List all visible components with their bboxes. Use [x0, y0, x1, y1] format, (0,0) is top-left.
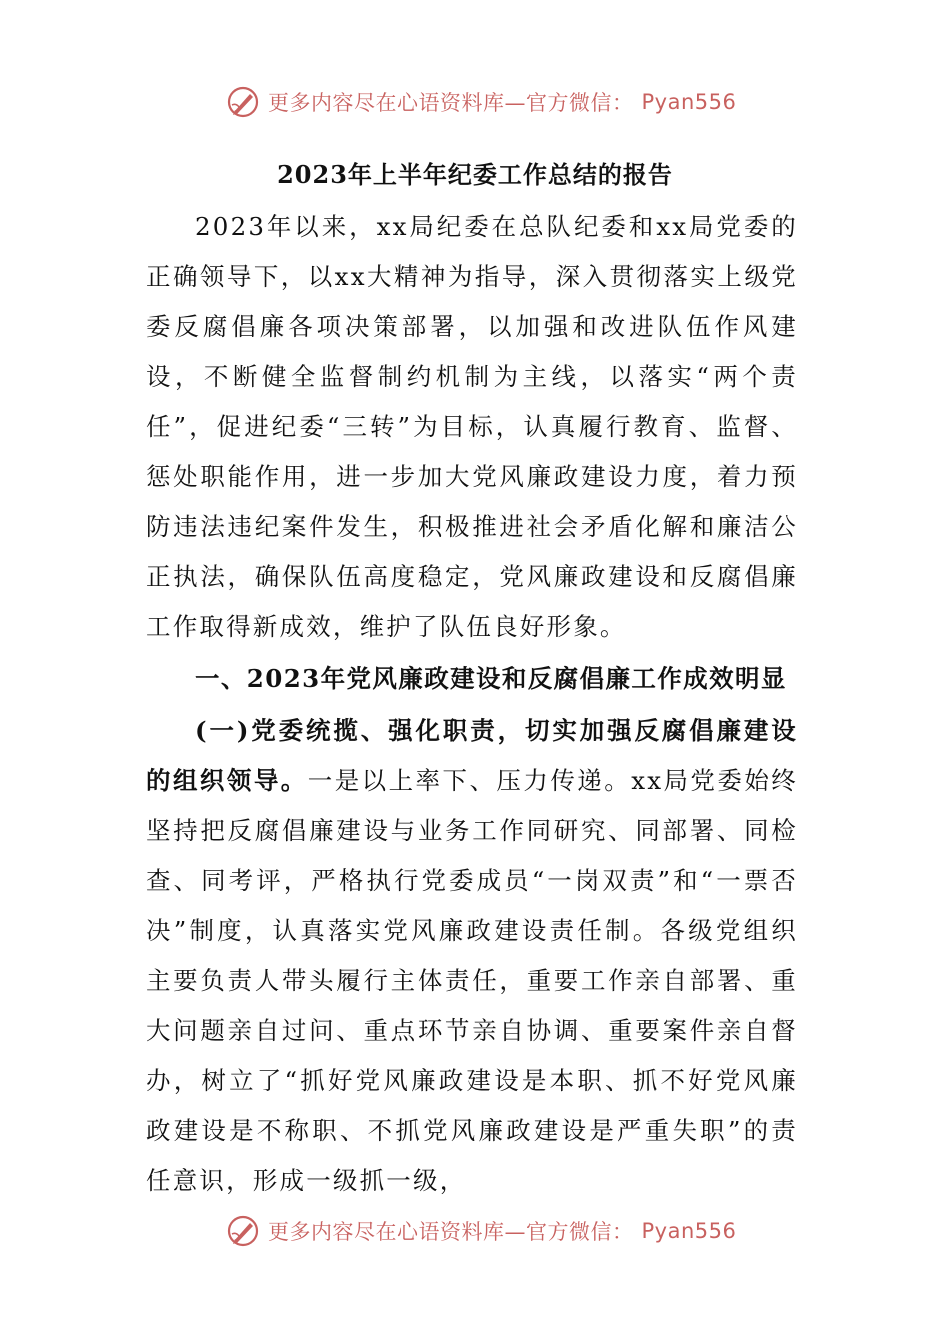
watermark-text: 更多内容尽在心语资料库—官方微信：: [268, 1220, 634, 1244]
footer-watermark: [226, 1209, 736, 1253]
section-heading: 一、2023年党风廉政建设和反腐倡廉工作成效明显: [195, 664, 787, 693]
intro-paragraph: 2023年以来，xx局纪委在总队纪委和xx局党委的正确领导下，以xx大精神为指导，深入贯彻落实上级党委反腐倡廉各项决策部署，以加强和改进队伍作风建设，不断健全监督制约机制为主线，以落实“两个责任”，促进纪委“三转”为目标，认真履行教育、监督、惩处职能作用，进一步加大党风廉政建设力度，着力预防违法违纪案件发生，积极推进社会矛盾化解和廉洁公正执法，确保队伍高度稳定，党风廉政建设和反腐倡廉工作取得新成效，维护了队伍良好形象。: [146, 212, 798, 641]
document-title: 2023年上半年纪委工作总结的报告: [277, 160, 673, 189]
subsection-heading: (一)党委统揽、强化职责，切实加强反腐倡廉建设的组织领导。: [146, 716, 798, 795]
document-body: [146, 202, 798, 1206]
pen-seal-icon: [226, 85, 260, 119]
watermark-contact: Pyan556: [641, 1219, 737, 1243]
subsection-paragraph: [146, 706, 798, 1206]
watermark-contact: Pyan556: [641, 90, 737, 114]
watermark-text: 更多内容尽在心语资料库—官方微信：: [268, 91, 634, 115]
subsection-body: 一是以上率下、压力传递。xx局党委始终坚持把反腐倡廉建设与业务工作同研究、同部署、同检查、同考评，严格执行党委成员“一岗双责”和“一票否决”制度，认真落实党风廉政建设责任制。各级党组织主要负责人带头履行主体责任，重要工作亲自部署、重大问题亲自过问、重点环节亲自协调、重要案件亲自督办，树立了“抓好党风廉政建设是本职、抓不好党风廉政建设是不称职、不抓党风廉政建设是严重失职”的责任意识，形成一级抓一级，: [146, 766, 798, 1195]
header-watermark: [226, 80, 736, 124]
pen-seal-icon: [226, 1214, 260, 1248]
